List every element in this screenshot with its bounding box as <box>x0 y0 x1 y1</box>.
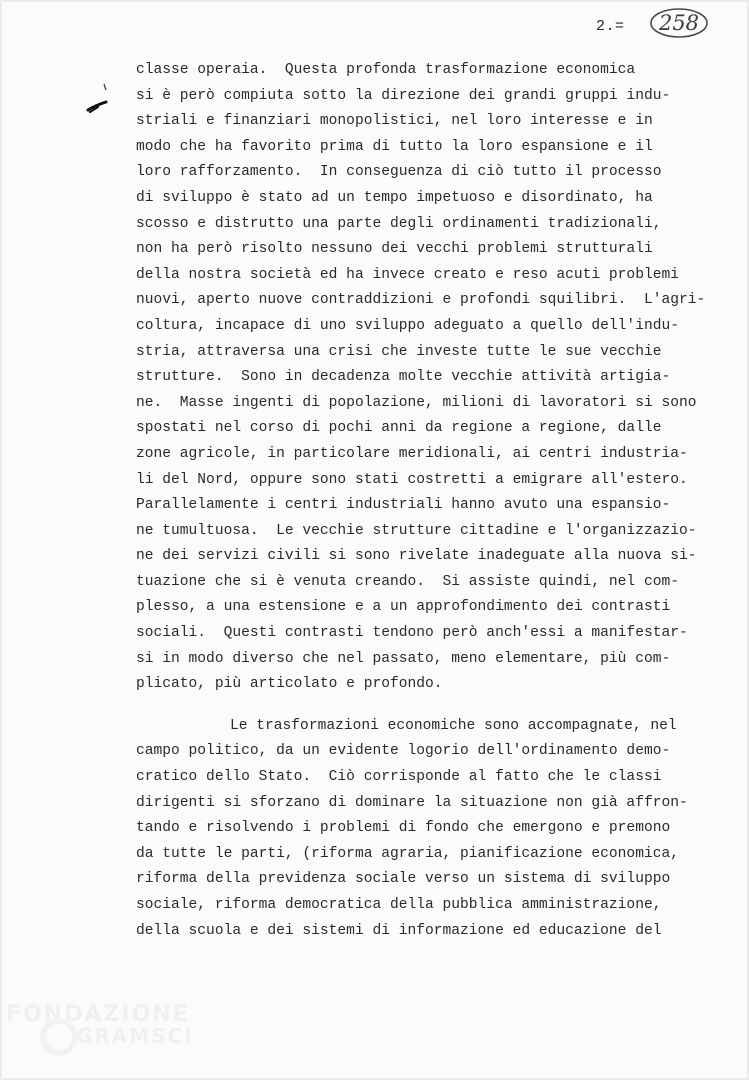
text-line: della scuola e dei sistemi di informazione ed educazione del <box>136 922 662 939</box>
text-line: plesso, a una estensione e a un approfondimento dei contrasti <box>136 599 671 616</box>
typed-body-text <box>136 58 736 944</box>
text-line: si in modo diverso che nel passato, meno elementare, più com- <box>136 650 671 667</box>
archive-number-drawing <box>648 6 710 40</box>
archive-number-text: 258 <box>658 11 700 35</box>
text-line: cratico dello Stato. Ciò corrisponde al fatto che le classi <box>136 769 662 786</box>
paragraph-2 <box>136 714 736 944</box>
text-line: riforma della previdenza sociale verso un sistema di sviluppo <box>136 871 671 888</box>
text-line: ne. Masse ingenti di popolazione, milioni di lavoratori si sono <box>136 394 697 411</box>
text-line: zone agricole, in particolare meridionali, ai centri industria- <box>136 445 688 462</box>
page-number: 2.= <box>596 18 625 35</box>
handwritten-archive-number <box>648 6 710 40</box>
text-line: strutture. Sono in decadenza molte vecchie attività artigia- <box>136 369 671 386</box>
text-line: sociali. Questi contrasti tendono però anch'essi a manifestar- <box>136 625 688 642</box>
text-line: ne tumultuosa. Le vecchie strutture cittadine e l'organizzazio- <box>136 522 697 539</box>
text-line: classe operaia. Questa profonda trasformazione economica <box>136 62 636 78</box>
text-line: coltura, incapace di uno sviluppo adeguato a quello dell'indu- <box>136 317 679 334</box>
text-line: striali e finanziari monopolistici, nel loro interesse e in <box>136 113 653 130</box>
paragraph-spacer <box>136 698 736 714</box>
text-line: stria, attraversa una crisi che investe tutte le sue vecchie <box>136 343 662 360</box>
text-line: Parallelamente i centri industriali hanno avuto una espansio- <box>136 497 671 514</box>
text-line: ne dei servizi civili si sono rivelate inadeguate alla nuova si- <box>136 548 697 565</box>
text-line: loro rafforzamento. In conseguenza di ciò tutto il processo <box>136 164 662 181</box>
text-line: scosso e distrutto una parte degli ordinamenti tradizionali, <box>136 215 662 232</box>
text-line: sociale, riforma democratica della pubblica amministrazione, <box>136 897 662 913</box>
text-line: si è però compiuta sotto la direzione dei grandi gruppi indu- <box>136 87 671 104</box>
text-line: campo politico, da un evidente logorio dell'ordinamento demo- <box>136 743 671 760</box>
text-line: Le trasformazioni economiche sono accompagnate, nel <box>230 717 677 734</box>
text-line: tando e risolvendo i problemi di fondo che emergono e premono <box>136 820 671 837</box>
text-line: della nostra società ed ha invece creato e reso acuti problemi <box>136 266 679 283</box>
text-line: modo che ha favorito prima di tutto la loro espansione e il <box>136 138 653 155</box>
text-line: non ha però risolto nessuno dei vecchi problemi strutturali <box>136 241 653 258</box>
watermark-logo-icon <box>40 1018 78 1056</box>
text-line: da tutte le parti, (riforma agraria, pianificazione economica, <box>136 845 679 862</box>
margin-annotation-mark <box>84 80 114 118</box>
text-line: spostati nel corso di pochi anni da regione a regione, dalle <box>136 420 662 437</box>
text-line: nuovi, aperto nuove contraddizioni e profondi squilibri. L'agri- <box>136 292 706 309</box>
watermark-line-2: GRAMSCI <box>76 1024 194 1048</box>
archive-watermark <box>6 994 206 1074</box>
text-line: di sviluppo è stato ad un tempo impetuoso e disordinato, ha <box>136 189 653 206</box>
text-line: tuazione che si è venuta creando. Si assiste quindi, nel com- <box>136 573 679 590</box>
text-line: plicato, più articolato e profondo. <box>136 676 443 693</box>
text-line: dirigenti si sforzano di dominare la situazione non già affron- <box>136 794 688 811</box>
text-line: li del Nord, oppure sono stati costretti a emigrare all'estero. <box>136 471 688 488</box>
paragraph-1 <box>136 58 736 698</box>
watermark-line-1: FONDAZIONE <box>6 1002 190 1027</box>
pencil-mark-icon <box>84 80 114 118</box>
